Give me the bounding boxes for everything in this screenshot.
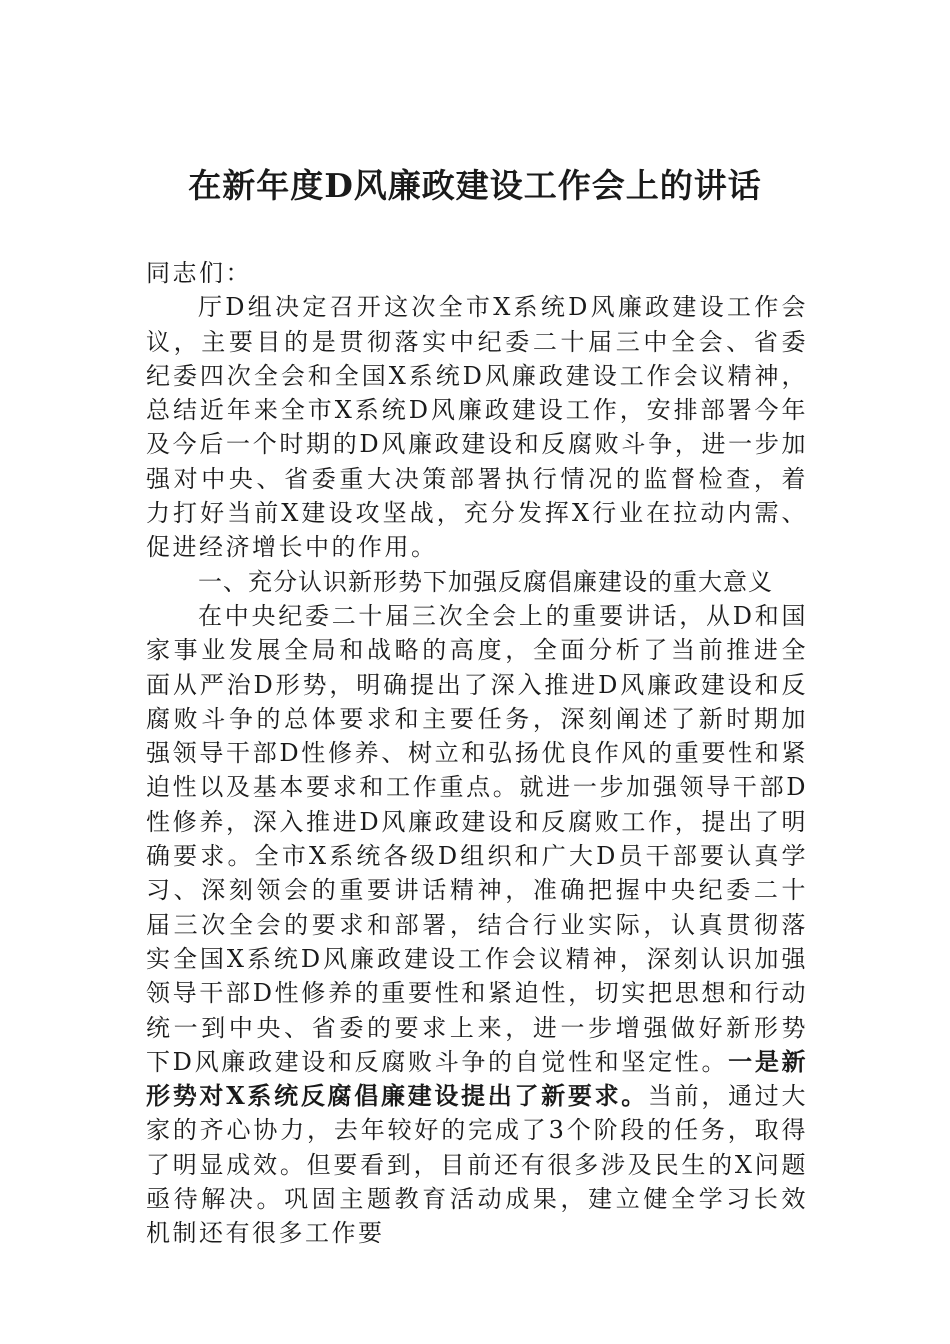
salutation: 同志们： (146, 259, 252, 287)
document-title: 在新年度D风廉政建设工作会上的讲话 (188, 166, 762, 205)
section-heading: 一、充分认识新形势下加强反腐倡廉建设的重大意义 (198, 567, 773, 596)
section-paragraph (146, 599, 808, 1251)
section-paragraph-text: 在中央纪委二十届三次全会上的重要讲话，从D和国家事业发展全局和战略的高度，全面分析了当前推进全面从严治D形势，明确提出了深入推进D风廉政建设和反腐败斗争的总体要求和主要任务，深刻阐述了新时期加强领导干部D性修养、树立和弘扬优良作风的重要性和紧迫性以及基本要求和工作重点。就进一步加强领导干部D性修养，深入推进D风廉政建设和反腐败工作，提出了明确要求。全市X系统各级D组织和广大D员干部要认真学习、深刻领会的重要讲话精神，准确把握中央纪委二十届三次全会的要求和部署，结合行业实际，认真贯彻落实全国X系统D风廉政建设工作会议精神，深刻认识加强领导干部D性修养的重要性和紧迫性，切实把思想和行动统一到中央、省委的要求上来，进一步增强做好新形势下D风廉政建设和反腐败斗争的自觉性和坚定性。 (146, 601, 808, 1076)
document-body (146, 256, 808, 1251)
section-paragraph-bold-text: 一是新形势对X系统反腐倡廉建设提出了新要求。 (146, 1046, 808, 1111)
intro-paragraph: 厅D组决定召开这次全市X系统D风廉政建设工作会议，主要目的是贯彻落实中纪委二十届三中全会、省委纪委四次全会和全国X系统D风廉政建设工作会议精神，总结近年来全市X系统D风廉政建设工作，安排部署今年及今后一个时期的D风廉政建设和反腐败斗争，进一步加强对中央、省委重大决策部署执行情况的监督检查，着力打好当前X建设攻坚战，充分发挥X行业在拉动内需、促进经济增长中的作用。 (146, 293, 808, 562)
section-paragraph-continued-text: 当前，通过大家的齐心协力，去年较好的完成了3个阶段的任务，取得了明显成效。但要看到，目前还有很多涉及民生的X问题亟待解决。巩固主题教育活动成果，建立健全学习长效机制还有很多工作要 (146, 1082, 808, 1248)
